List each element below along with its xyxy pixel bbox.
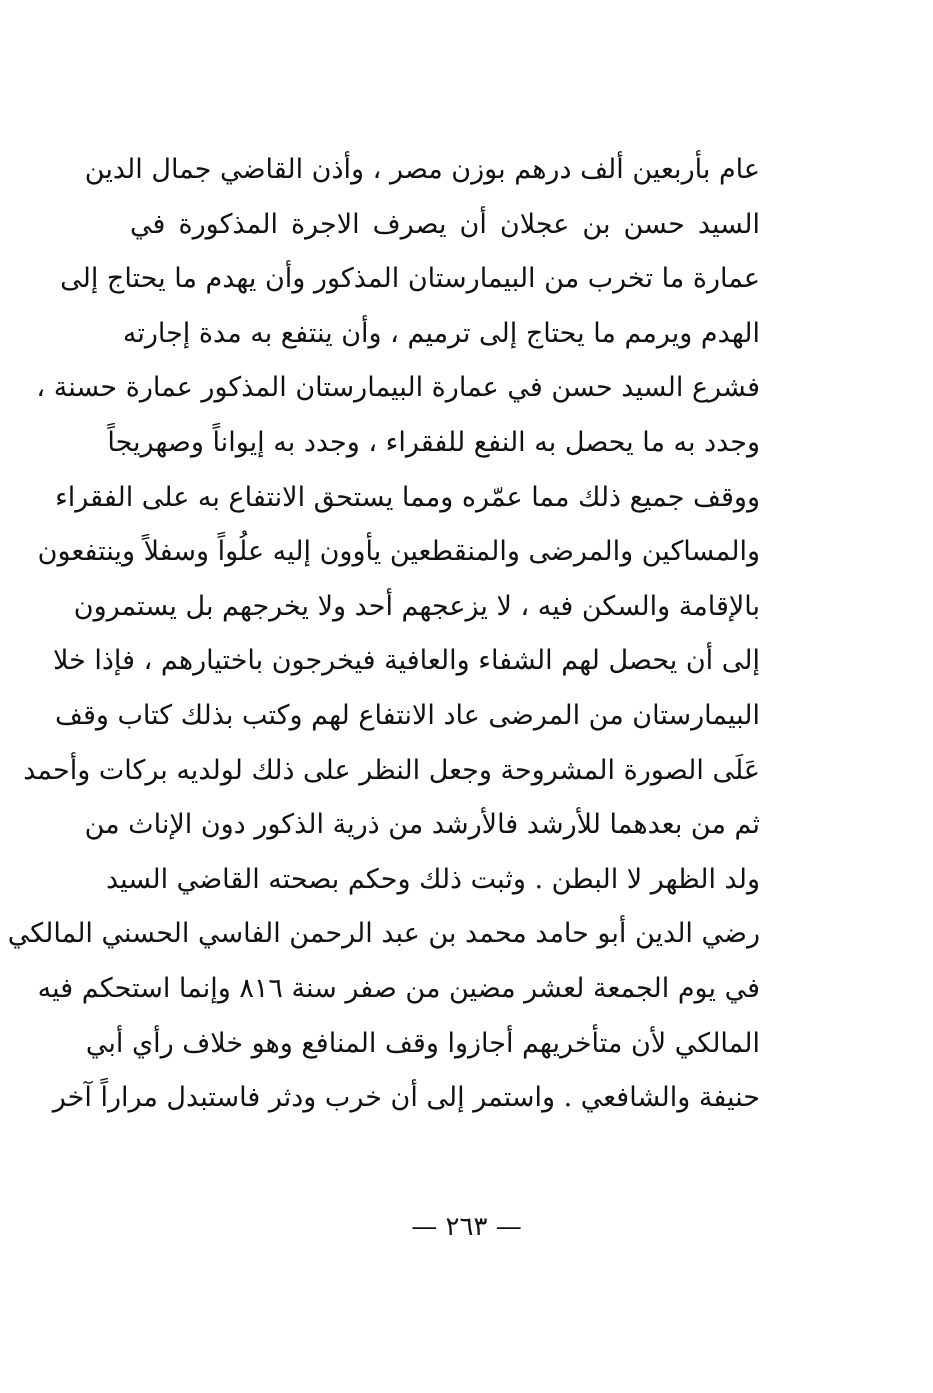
text-line-2: السيد حسن بن عجلان أن يصرف الاجرة المذكورة في xyxy=(130,208,760,240)
text-line-4: الهدم ويرمم ما يحتاج إلى ترميم ، وأن ينتفع به مدة إجارته xyxy=(122,317,760,349)
page-number: — ٢٦٣ — xyxy=(411,1212,522,1242)
text-line-11: البيمارستان من المرضى عاد الانتفاع لهم وكتب بذلك كتاب وقف xyxy=(55,699,760,731)
text-line-17: المالكي لأن متأخريهم أجازوا وقف المنافع وهو خلاف رأي أبي xyxy=(85,1027,760,1059)
text-line-13: ثم من بعدهما للأرشد فالأرشد من ذرية الذكور دون الإناث من xyxy=(84,809,760,841)
text-line-5: فشرع السيد حسن في عمارة البيمارستان المذكور عمارة حسنة ، xyxy=(36,372,760,404)
text-line-7: ووقف جميع ذلك مما عمّره ومما يستحق الانتفاع به على الفقراء xyxy=(55,481,760,513)
body-text xyxy=(7,143,760,1126)
text-line-15: رضي الدين أبو حامد محمد بن عبد الرحمن الفاسي الحسني المالكي xyxy=(7,918,760,950)
text-line-14: ولد الظهر لا البطن . وثبت ذلك وحكم بصحته القاضي السيد xyxy=(105,863,760,895)
text-line-6: وجدد به ما يحصل به النفع للفقراء ، وجدد به إيواناً وصهريجاً xyxy=(107,426,760,458)
text-line-18: حنيفة والشافعي . واستمر إلى أن خرب ودثر فاستبدل مراراً آخر xyxy=(52,1082,760,1114)
text-line-3: عمارة ما تخرب من البيمارستان المذكور وأن يهدم ما يحتاج إلى xyxy=(60,263,760,295)
text-line-1: عام بأربعين ألف درهم بوزن مصر ، وأذن القاضي جمال الدين xyxy=(84,154,760,185)
text-line-16: في يوم الجمعة لعشر مضين من صفر سنة ٨١٦ وإنما استحكم فيه xyxy=(37,972,760,1004)
text-line-10: إلى أن يحصل لهم الشفاء والعافية فيخرجون باختيارهم ، فإذا خلا xyxy=(53,645,760,677)
text-line-9: بالإقامة والسكن فيه ، لا يزعجهم أحد ولا يخرجهم بل يستمرون xyxy=(73,590,760,622)
text-line-8: والمساكين والمرضى والمنقطعين يأوون إليه علُواً وسفلاً وينتفعون xyxy=(37,536,760,568)
text-line-12: عَلَى الصورة المشروحة وجعل النظر على ذلك لولديه بركات وأحمد xyxy=(23,754,760,786)
